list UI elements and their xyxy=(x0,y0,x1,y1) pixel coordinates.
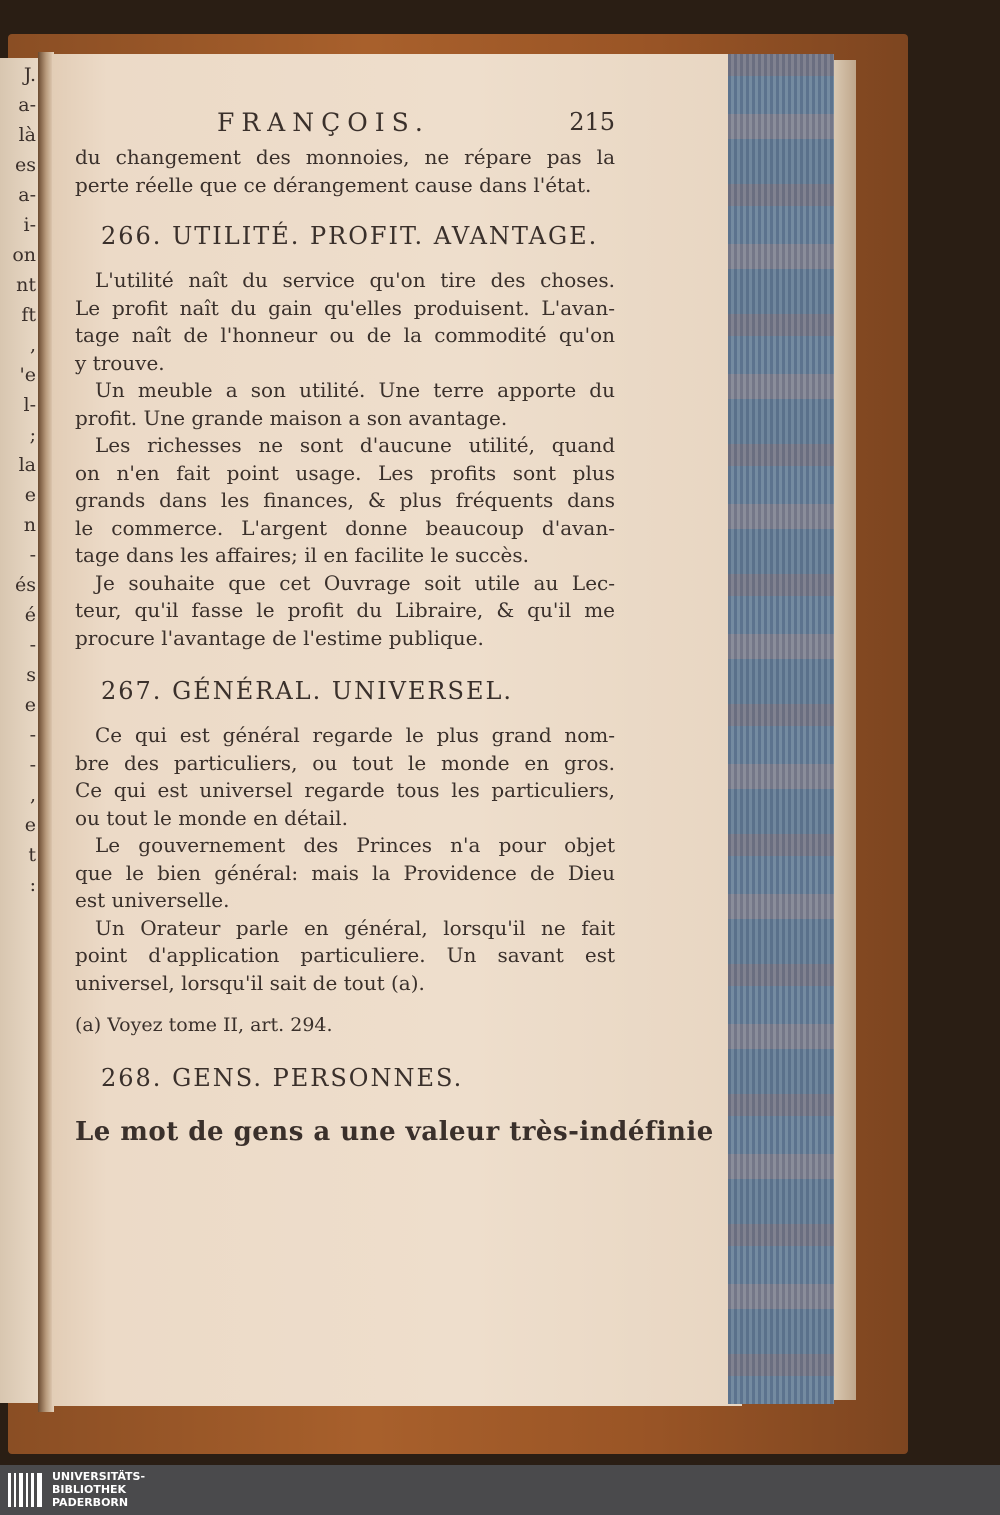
board-edge xyxy=(834,60,856,1400)
text-line: universel, lorsqu'il sait de tout (a). xyxy=(75,970,425,995)
page-number: 215 xyxy=(569,108,615,136)
facing-page-fragment: : xyxy=(29,874,36,896)
text-line: procure l'avantage de l'estime publique. xyxy=(75,625,484,650)
facing-page-fragment: on xyxy=(12,244,36,266)
section-heading-268: 268. GENS. PERSONNES. xyxy=(101,1064,464,1092)
facing-page-fragment: t xyxy=(28,844,36,866)
facing-page-fragment: es xyxy=(15,154,36,176)
text-line: on n'en fait point usage. Les profits sont plus xyxy=(75,460,615,485)
facing-page-fragment: é xyxy=(24,604,36,626)
text-line: Un meuble a son utilité. Une terre apporte du xyxy=(95,378,615,402)
text-line: Ce qui est universel regarde tous les particuliers, xyxy=(75,778,615,802)
text-line: profit. Une grande maison a son avantage. xyxy=(75,405,508,430)
text-line: Les richesses ne sont d'aucune utilité, quand xyxy=(95,433,615,457)
text-line: est universelle. xyxy=(75,888,230,912)
text-line: Ce qui est général regarde le plus grand nom- xyxy=(95,723,615,747)
facing-page-fragment: e xyxy=(24,814,36,836)
text-line: y trouve. xyxy=(75,350,165,375)
facing-page-fragment: s xyxy=(26,664,36,686)
facing-page-fragment: - xyxy=(29,544,36,566)
facing-page-fragment: a- xyxy=(18,94,36,116)
text-line: que le bien général: mais la Providence de Dieu xyxy=(75,860,615,885)
facing-page-fragment: l- xyxy=(23,394,36,416)
logo-line: UNIVERSITÄTS- xyxy=(52,1470,146,1483)
facing-page-fragment: a- xyxy=(18,184,36,206)
footnote: (a) Voyez tome II, art. 294. xyxy=(75,1014,333,1036)
text-line: bre des particuliers, ou tout le monde en gros. xyxy=(75,750,615,775)
text-line: point d'application particuliere. Un savant est xyxy=(75,943,615,967)
section-heading-266: 266. UTILITÉ. PROFIT. AVANTAGE. xyxy=(101,222,599,250)
text-line: L'utilité naît du service qu'on tire des choses. xyxy=(95,268,615,292)
text-line: Je souhaite que cet Ouvrage soit utile au Lec- xyxy=(95,570,615,595)
facing-page-fragment: ft xyxy=(21,304,36,326)
text-line: Le gouvernement des Princes n'a pour objet xyxy=(95,833,615,857)
facing-page-fragment: - xyxy=(29,754,36,776)
facing-page-fragment: - xyxy=(29,724,36,746)
facing-page-fragment: 'e xyxy=(19,364,36,386)
page-text xyxy=(75,108,714,1149)
text-line: Un Orateur parle en général, lorsqu'il ne fait xyxy=(95,915,615,940)
facing-page-fragment: n xyxy=(23,514,36,536)
library-logo-icon xyxy=(8,1473,44,1507)
facing-page-fragment: la xyxy=(18,454,36,476)
facing-page-fragment: , xyxy=(29,784,36,806)
facing-page-fragment: ; xyxy=(29,424,36,446)
logo-line: PADERBORN xyxy=(52,1496,129,1509)
text-line: ou tout le monde en détail. xyxy=(75,805,348,830)
facing-page-fragment: és xyxy=(15,574,36,596)
text-line: le commerce. L'argent donne beaucoup d'avan- xyxy=(75,515,615,540)
library-footer xyxy=(0,1465,1000,1515)
facing-page-fragment: i- xyxy=(23,214,36,236)
facing-page-fragment: J. xyxy=(23,64,36,86)
facing-page-fragment: , xyxy=(29,334,36,356)
text-line: Le profit naît du gain qu'elles produisent. L'avan- xyxy=(75,295,615,320)
library-logo-text xyxy=(52,1470,145,1509)
text-line: Le mot de gens a une valeur très-indéfinie xyxy=(75,1117,714,1147)
running-head-title: FRANÇOIS. xyxy=(217,108,430,137)
marbled-fore-edge xyxy=(728,54,834,1404)
facing-page-fragment: - xyxy=(29,634,36,656)
text-line: perte réelle que ce dérangement cause dans l'état. xyxy=(75,172,592,197)
facing-page-fragment: e xyxy=(24,694,36,716)
facing-page-fragments xyxy=(2,60,36,1160)
section-heading-267: 267. GÉNÉRAL. UNIVERSEL. xyxy=(101,677,514,705)
text-line: tage dans les affaires; il en facilite le succès. xyxy=(75,543,530,567)
text-line: grands dans les finances, & plus fréquents dans xyxy=(75,488,615,512)
facing-page-fragment: e xyxy=(24,484,36,506)
text-line: tage naît de l'honneur ou de la commodité qu'on xyxy=(75,323,615,347)
text-line: teur, qu'il fasse le profit du Libraire, & qu'il me xyxy=(75,598,615,622)
facing-page-fragment: là xyxy=(18,124,36,146)
text-line: du changement des monnoies, ne répare pas la xyxy=(75,145,615,169)
facing-page-fragment: nt xyxy=(16,274,36,296)
logo-line: BIBLIOTHEK xyxy=(52,1483,127,1496)
running-head xyxy=(75,108,615,144)
